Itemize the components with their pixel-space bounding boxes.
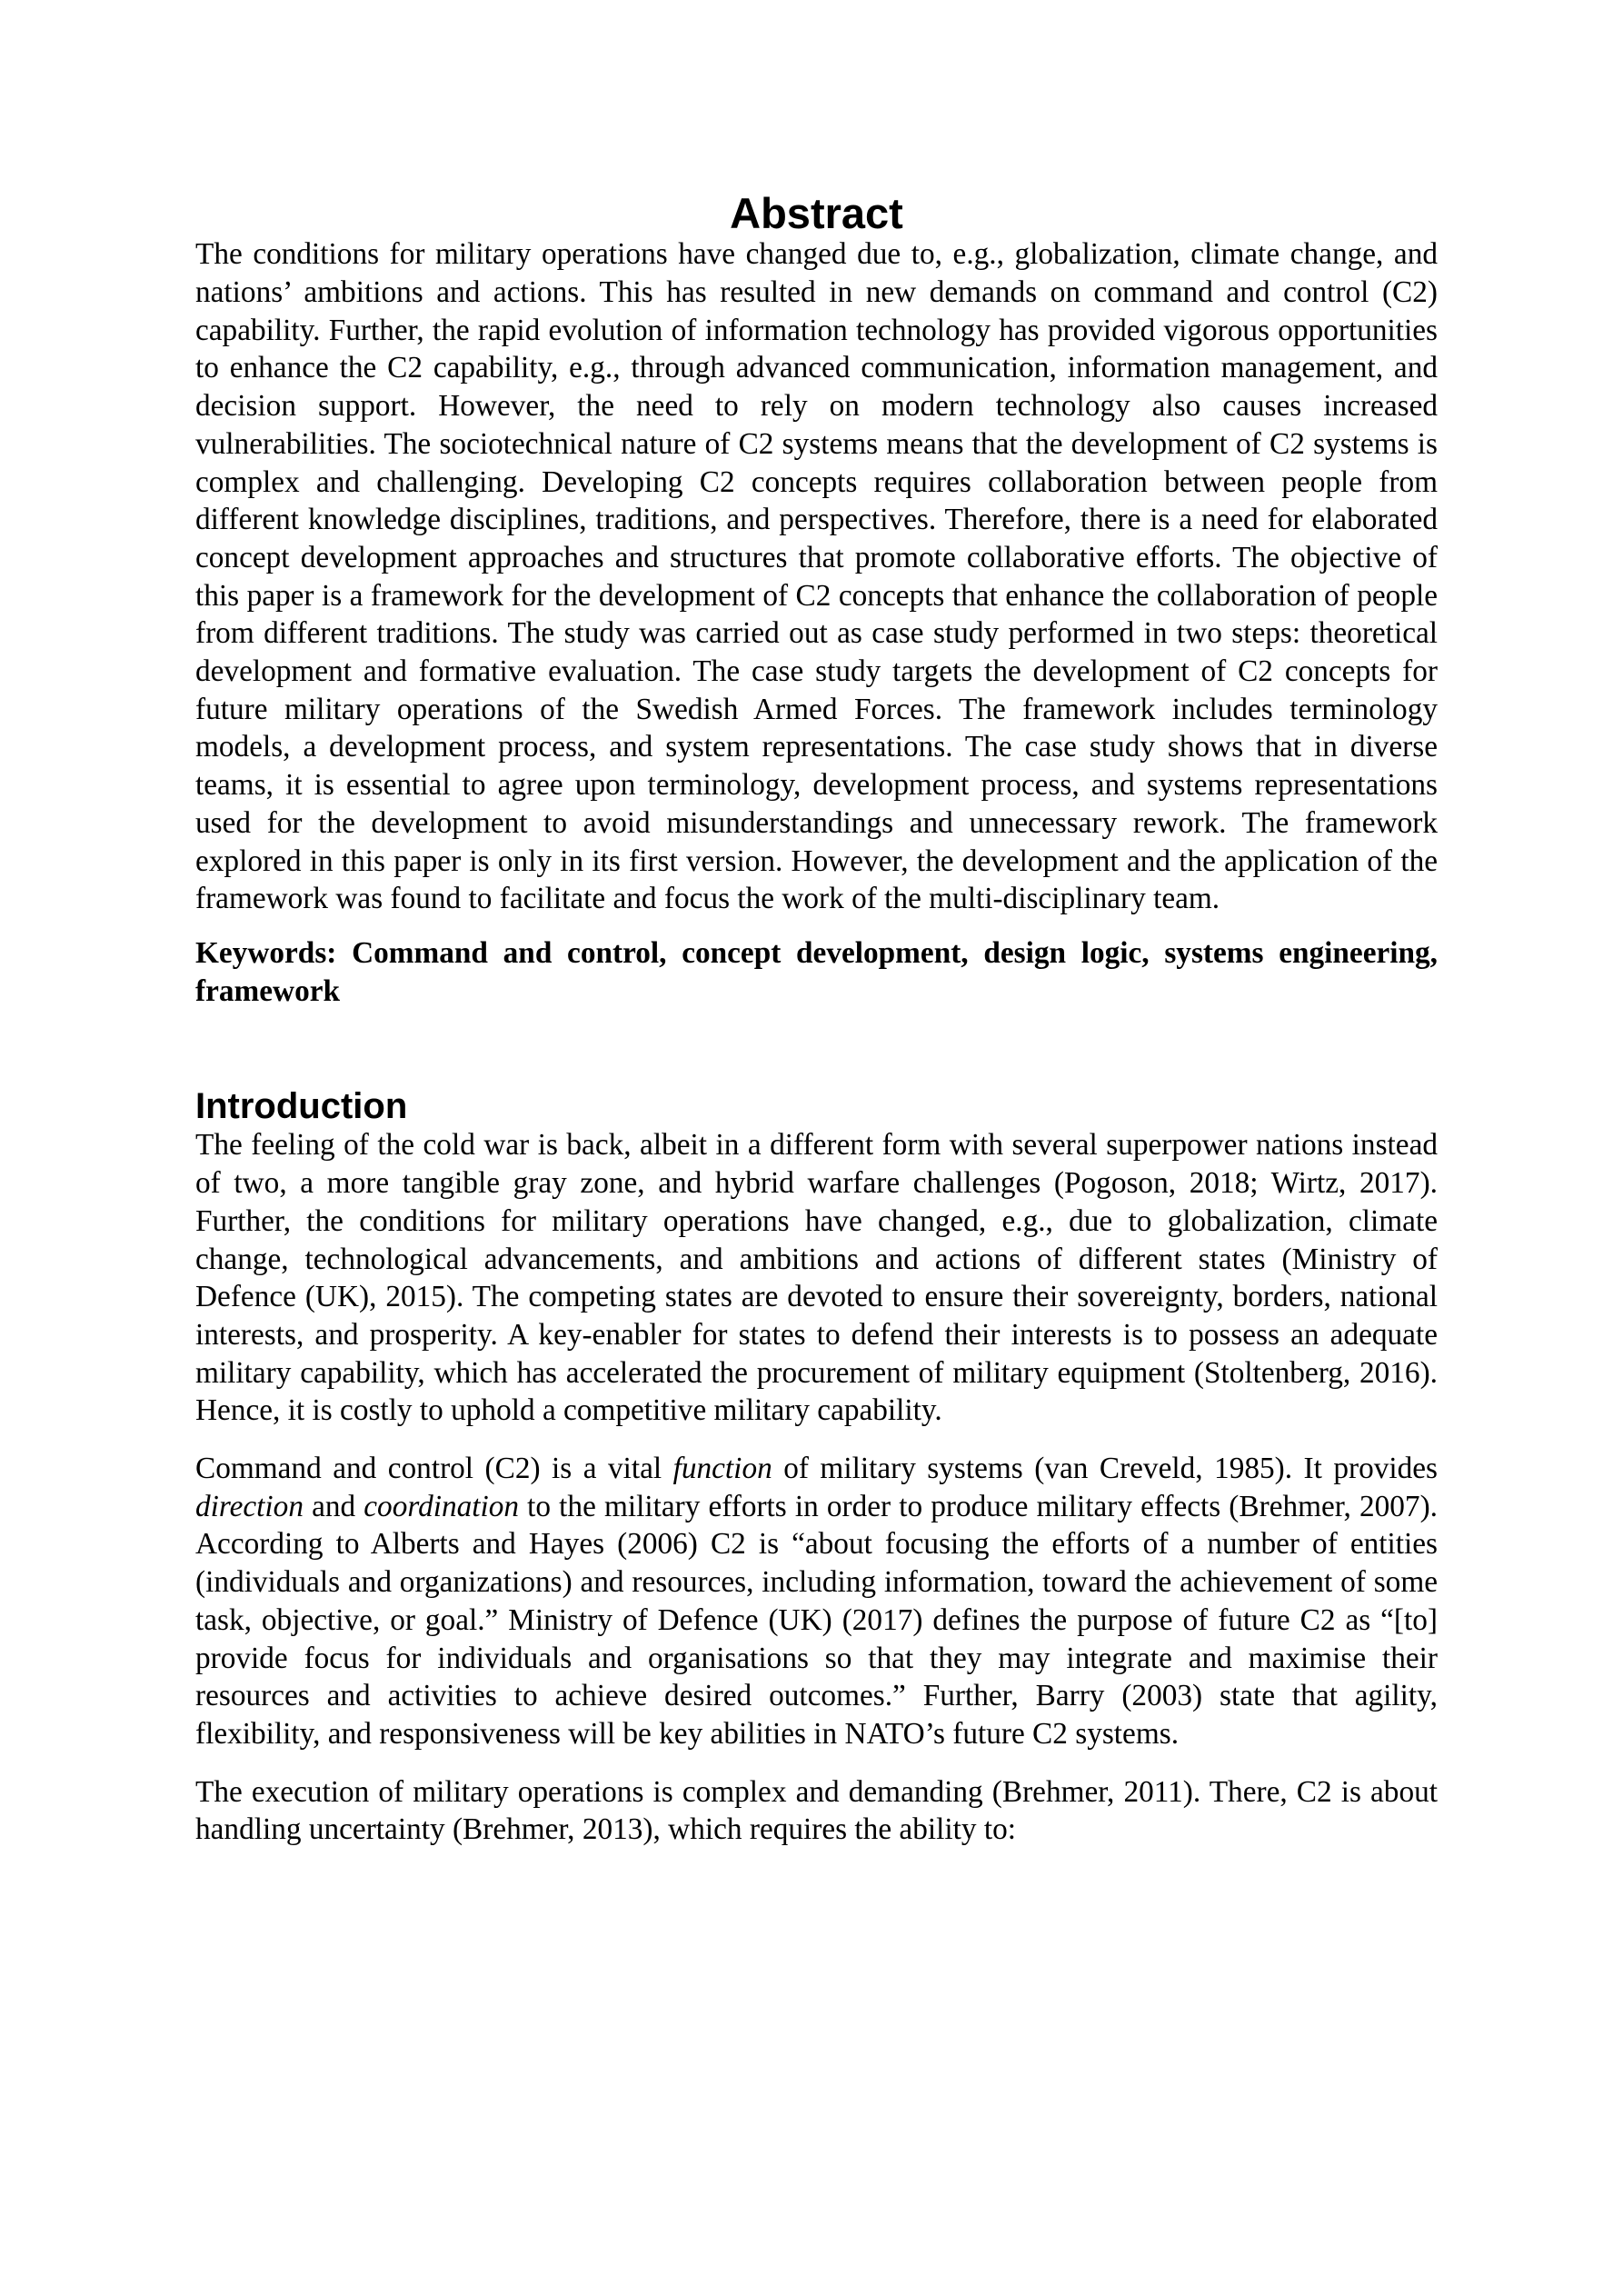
introduction-paragraph-1: The feeling of the cold war is back, albeit in a different form with several superpower nations instead of two, a more tangible gray zone, and hybrid warfare challenges (Pogoson, 2018; Wirtz, 2017). Further, the conditions for military operations have changed, e.g., due to globalization, climate change, technological advancements, and ambitions and actions of different states (Ministry of Defence (UK), 2015). The competing states are devoted to ensure their sovereignty, borders, national interests, and prosperity. A key-enabler for states to defend their interests is to possess an adequate military capability, which has accelerated the procurement of military equipment (Stoltenberg, 2016). Hence, it is costly to uphold a competitive military capability. [195,1128,1438,1428]
introduction-paragraph-3: The execution of military operations is complex and demanding (Brehmer, 2011). There, C2 is about handling uncertainty (Brehmer, 2013), which requires the ability to: [195,1774,1438,1847]
emphasis-function: function [672,1452,772,1486]
para2-text-1: Command and control (C2) is a vital [195,1452,673,1486]
para2-text-2: of military systems (van Creveld, 1985). It provides [772,1452,1439,1486]
introduction-paragraph-2 [195,1450,1438,1753]
abstract-heading: Abstract [730,189,903,237]
para2-text-4: to the military efforts in order to produce military effects (Brehmer, 2007). According to Alberts and Hayes (2006) C2 is “about focusing the efforts of a number of entities (individuals and organizations) and resources, including information, toward the achievement of some task, objective, or goal.” Ministry of Defence (UK) (2017) defines the purpose of future C2 as “[to] provide focus for individuals and organisations so that they may integrate and maximise their resources and activities to achieve desired outcomes.” Further, Barry (2003) state that agility, flexibility, and responsiveness will be key abilities in NATO’s future C2 systems. [195,1489,1438,1751]
introduction-heading: Introduction [195,1086,408,1127]
para2-text-3: and [303,1489,364,1523]
introduction-section [195,1086,1438,1849]
page-content [195,191,1438,1849]
emphasis-coordination: coordination [363,1489,520,1523]
keywords-paragraph: Keywords: Command and control, concept development, design logic, systems engineering, framework [195,936,1438,1008]
emphasis-direction: direction [195,1489,304,1523]
abstract-paragraph: The conditions for military operations have changed due to, e.g., globalization, climate change, and nations’ ambitions and actions. This has resulted in new demands on command and control (C2) capability. Further, the rapid evolution of information technology has provided vigorous opportunities to enhance the C2 capability, e.g., through advanced communication, information management, and decision support. However, the need to rely on modern technology also causes increased vulnerabilities. The sociotechnical nature of C2 systems means that the development of C2 systems is complex and challenging. Developing C2 concepts requires collaboration between people from different knowledge disciplines, traditions, and perspectives. Therefore, there is a need for elaborated concept development approaches and structures that promote collaborative efforts. The objective of this paper is a framework for the development of C2 concepts that enhance the collaboration of people from different traditions. The study was carried out as case study performed in two steps: theoretical development and formative evaluation. The case study targets the development of C2 concepts for future military operations of the Swedish Armed Forces. The framework includes terminology models, a development process, and system representations. The case study shows that in diverse teams, it is essential to agree upon terminology, development process, and systems representations used for the development to avoid misunderstandings and unnecessary rework. The framework explored in this paper is only in its first version. However, the development and the application of the framework was found to facilitate and focus the work of the multi-disciplinary team. [195,237,1438,916]
